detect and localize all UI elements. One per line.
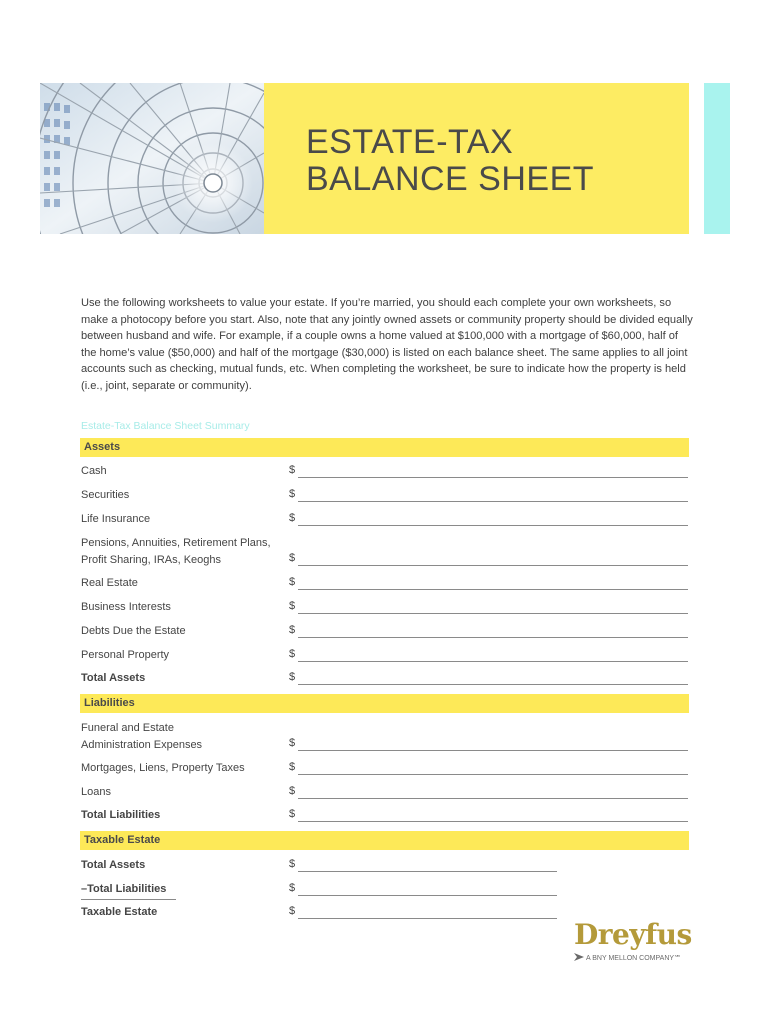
document-title <box>306 124 594 198</box>
title-line-1: ESTATE-TAX <box>306 123 514 161</box>
fill-in-line-taxable-total-assets[interactable] <box>298 871 557 872</box>
field-label-total: Taxable Estate <box>81 906 158 918</box>
glass-dome-illustration <box>40 83 264 234</box>
field-label-line-2: Profit Sharing, IRAs, Keoghs <box>81 553 222 566</box>
accent-tab <box>704 83 730 234</box>
field-label-total: Total Liabilities <box>81 809 161 821</box>
logo-tagline <box>574 953 681 962</box>
field-label: Securities <box>81 489 130 501</box>
fill-in-line-cash[interactable] <box>298 477 688 478</box>
currency-symbol: $ <box>289 512 296 524</box>
currency-symbol: $ <box>289 576 296 588</box>
field-label-total: Total Assets <box>81 859 146 871</box>
intro-paragraph: Use the following worksheets to value your estate. If you’re married, you should each complete your own worksheets, so make a photocopy before you start. Also, note that any jointly owned assets or community property should be divided equally between husband and wife. For example, if a couple owns a home valued at $100,000 with a mortgage of $60,000, half of the home’s value ($50,000) and half of the mortgage ($30,000) is listed on each balance sheet. The same applies to all joint accounts such as checking, mutual funds, etc. When completing the worksheet, be sure to indicate how the property is held (i.e., joint, separate or community). <box>81 297 693 392</box>
field-label: Debts Due the Estate <box>81 625 186 637</box>
fill-in-line-debts-due[interactable] <box>298 637 688 638</box>
hero-photo-glass-dome <box>40 83 264 234</box>
currency-symbol: $ <box>289 648 296 660</box>
fill-in-line-mortgages[interactable] <box>298 774 688 775</box>
currency-symbol: $ <box>289 858 296 870</box>
summary-title: Estate-Tax Balance Sheet Summary <box>81 420 250 432</box>
fill-in-line-funeral-expenses[interactable] <box>298 750 688 751</box>
currency-symbol: $ <box>289 671 296 683</box>
field-label-line-1: Pensions, Annuities, Retirement Plans, <box>81 537 271 549</box>
field-label: Mortgages, Liens, Property Taxes <box>81 762 245 774</box>
field-label: Cash <box>81 465 107 477</box>
currency-symbol: $ <box>289 488 296 500</box>
currency-symbol: $ <box>289 785 296 797</box>
fill-in-line-total-assets[interactable] <box>298 684 688 685</box>
field-label: Loans <box>81 786 111 798</box>
field-label-total: Total Assets <box>81 672 146 684</box>
currency-symbol: $ <box>289 552 296 564</box>
field-label: Business Interests <box>81 601 171 613</box>
section-header-label: Liabilities <box>84 697 135 709</box>
section-header-assets <box>80 438 689 457</box>
fill-in-line-loans[interactable] <box>298 798 688 799</box>
fill-in-line-total-liabilities[interactable] <box>298 821 688 822</box>
fill-in-line-life-insurance[interactable] <box>298 525 688 526</box>
field-label: Personal Property <box>81 649 170 661</box>
field-label: Real Estate <box>81 577 138 589</box>
fill-in-line-taxable-estate[interactable] <box>298 918 557 919</box>
title-line-2: BALANCE SHEET <box>306 160 595 198</box>
subtraction-rule <box>81 899 176 900</box>
arrow-mark-icon <box>574 953 584 961</box>
fill-in-line-securities[interactable] <box>298 501 688 502</box>
section-header-liabilities <box>80 694 689 713</box>
logo-tagline-text: A BNY MELLON COMPANY℠ <box>586 955 682 962</box>
fill-in-line-pensions[interactable] <box>298 565 688 566</box>
fill-in-line-real-estate[interactable] <box>298 589 688 590</box>
currency-symbol: $ <box>289 624 296 636</box>
currency-symbol: $ <box>289 905 296 917</box>
field-label: Life Insurance <box>81 513 151 525</box>
field-label-line-1: Funeral and Estate <box>81 722 174 734</box>
fill-in-line-personal-property[interactable] <box>298 661 688 662</box>
currency-symbol: $ <box>289 600 296 612</box>
currency-symbol: $ <box>289 464 296 476</box>
currency-symbol: $ <box>289 882 296 894</box>
currency-symbol: $ <box>289 737 296 749</box>
logo-wordmark: Dreyfus <box>574 918 692 951</box>
fill-in-line-business-interests[interactable] <box>298 613 688 614</box>
section-header-label: Assets <box>84 441 121 453</box>
currency-symbol: $ <box>289 761 296 773</box>
section-header-label: Taxable Estate <box>84 834 161 846</box>
field-label-line-2: Administration Expenses <box>81 738 203 751</box>
fill-in-line-taxable-total-liabilities[interactable] <box>298 895 557 896</box>
section-header-taxable-estate <box>80 831 689 850</box>
field-label-total: –Total Liabilities <box>81 883 167 895</box>
currency-symbol: $ <box>289 808 296 820</box>
